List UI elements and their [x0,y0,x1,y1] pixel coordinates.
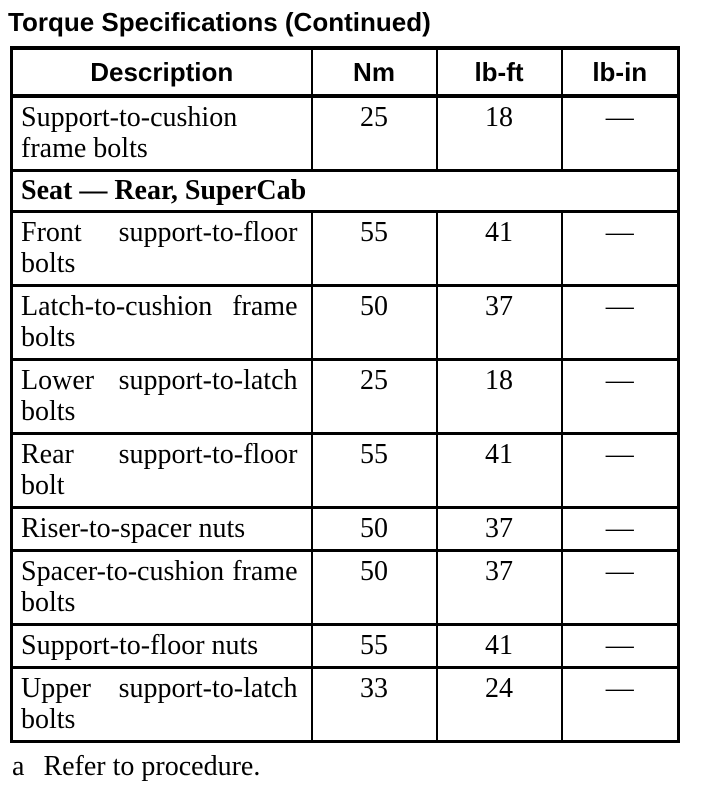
table-row [12,360,679,434]
lb-ft-value-cell: 18 [437,360,562,434]
table-row [12,625,679,668]
lb-ft-value-cell: 37 [437,508,562,551]
table-row [12,668,679,742]
table-row [12,551,679,625]
header-row [12,48,679,96]
lb-ft-value-cell: 41 [437,434,562,508]
description-cell: Rear support-to-floor bolt [12,434,312,508]
nm-value-cell: 55 [312,212,437,286]
table-row [12,286,679,360]
nm-value-cell: 25 [312,360,437,434]
description-cell: Upper support-to-latch bolts [12,668,312,742]
description-cell: Riser-to-spacer nuts [12,508,312,551]
column-header-description: Description [12,48,312,96]
description-cell: Support-to-floor nuts [12,625,312,668]
nm-value-cell: 50 [312,551,437,625]
table-row [12,212,679,286]
nm-value-cell: 55 [312,625,437,668]
description-cell: Latch-to-cushion frame bolts [12,286,312,360]
lb-ft-value-cell: 18 [437,96,562,171]
table-row [12,508,679,551]
lb-in-value-cell: — [562,551,679,625]
footnote-marker: a [12,751,25,782]
lb-in-value-cell: — [562,625,679,668]
nm-value-cell: 50 [312,508,437,551]
description-cell: Lower support-to-latch bolts [12,360,312,434]
torque-specifications-table [10,46,680,743]
nm-value-cell: 55 [312,434,437,508]
column-header-lb-in: lb-in [562,48,679,96]
lb-ft-value-cell: 41 [437,625,562,668]
column-header-lb-ft: lb-ft [437,48,562,96]
column-header-nm: Nm [312,48,437,96]
lb-in-value-cell: — [562,212,679,286]
lb-in-value-cell: — [562,668,679,742]
lb-ft-value-cell: 24 [437,668,562,742]
lb-in-value-cell: — [562,96,679,171]
lb-in-value-cell: — [562,434,679,508]
lb-ft-value-cell: 37 [437,286,562,360]
table-header [12,48,679,96]
table-row [12,434,679,508]
table-body [12,96,679,742]
section-row [12,171,679,212]
nm-value-cell: 50 [312,286,437,360]
lb-in-value-cell: — [562,508,679,551]
table-row [12,96,679,171]
description-cell: Support-to-cushion frame bolts [12,96,312,171]
lb-in-value-cell: — [562,286,679,360]
nm-value-cell: 25 [312,96,437,171]
nm-value-cell: 33 [312,668,437,742]
description-cell: Spacer-to-cushion frame bolts [12,551,312,625]
lb-ft-value-cell: 41 [437,212,562,286]
page-title: Torque Specifications (Continued) [8,7,431,37]
lb-in-value-cell: — [562,360,679,434]
description-cell: Front support-to-floor bolts [12,212,312,286]
section-header-cell: Seat — Rear, SuperCab [12,171,679,212]
lb-ft-value-cell: 37 [437,551,562,625]
footnote-text: Refer to procedure. [43,751,261,782]
footnote [12,752,704,782]
